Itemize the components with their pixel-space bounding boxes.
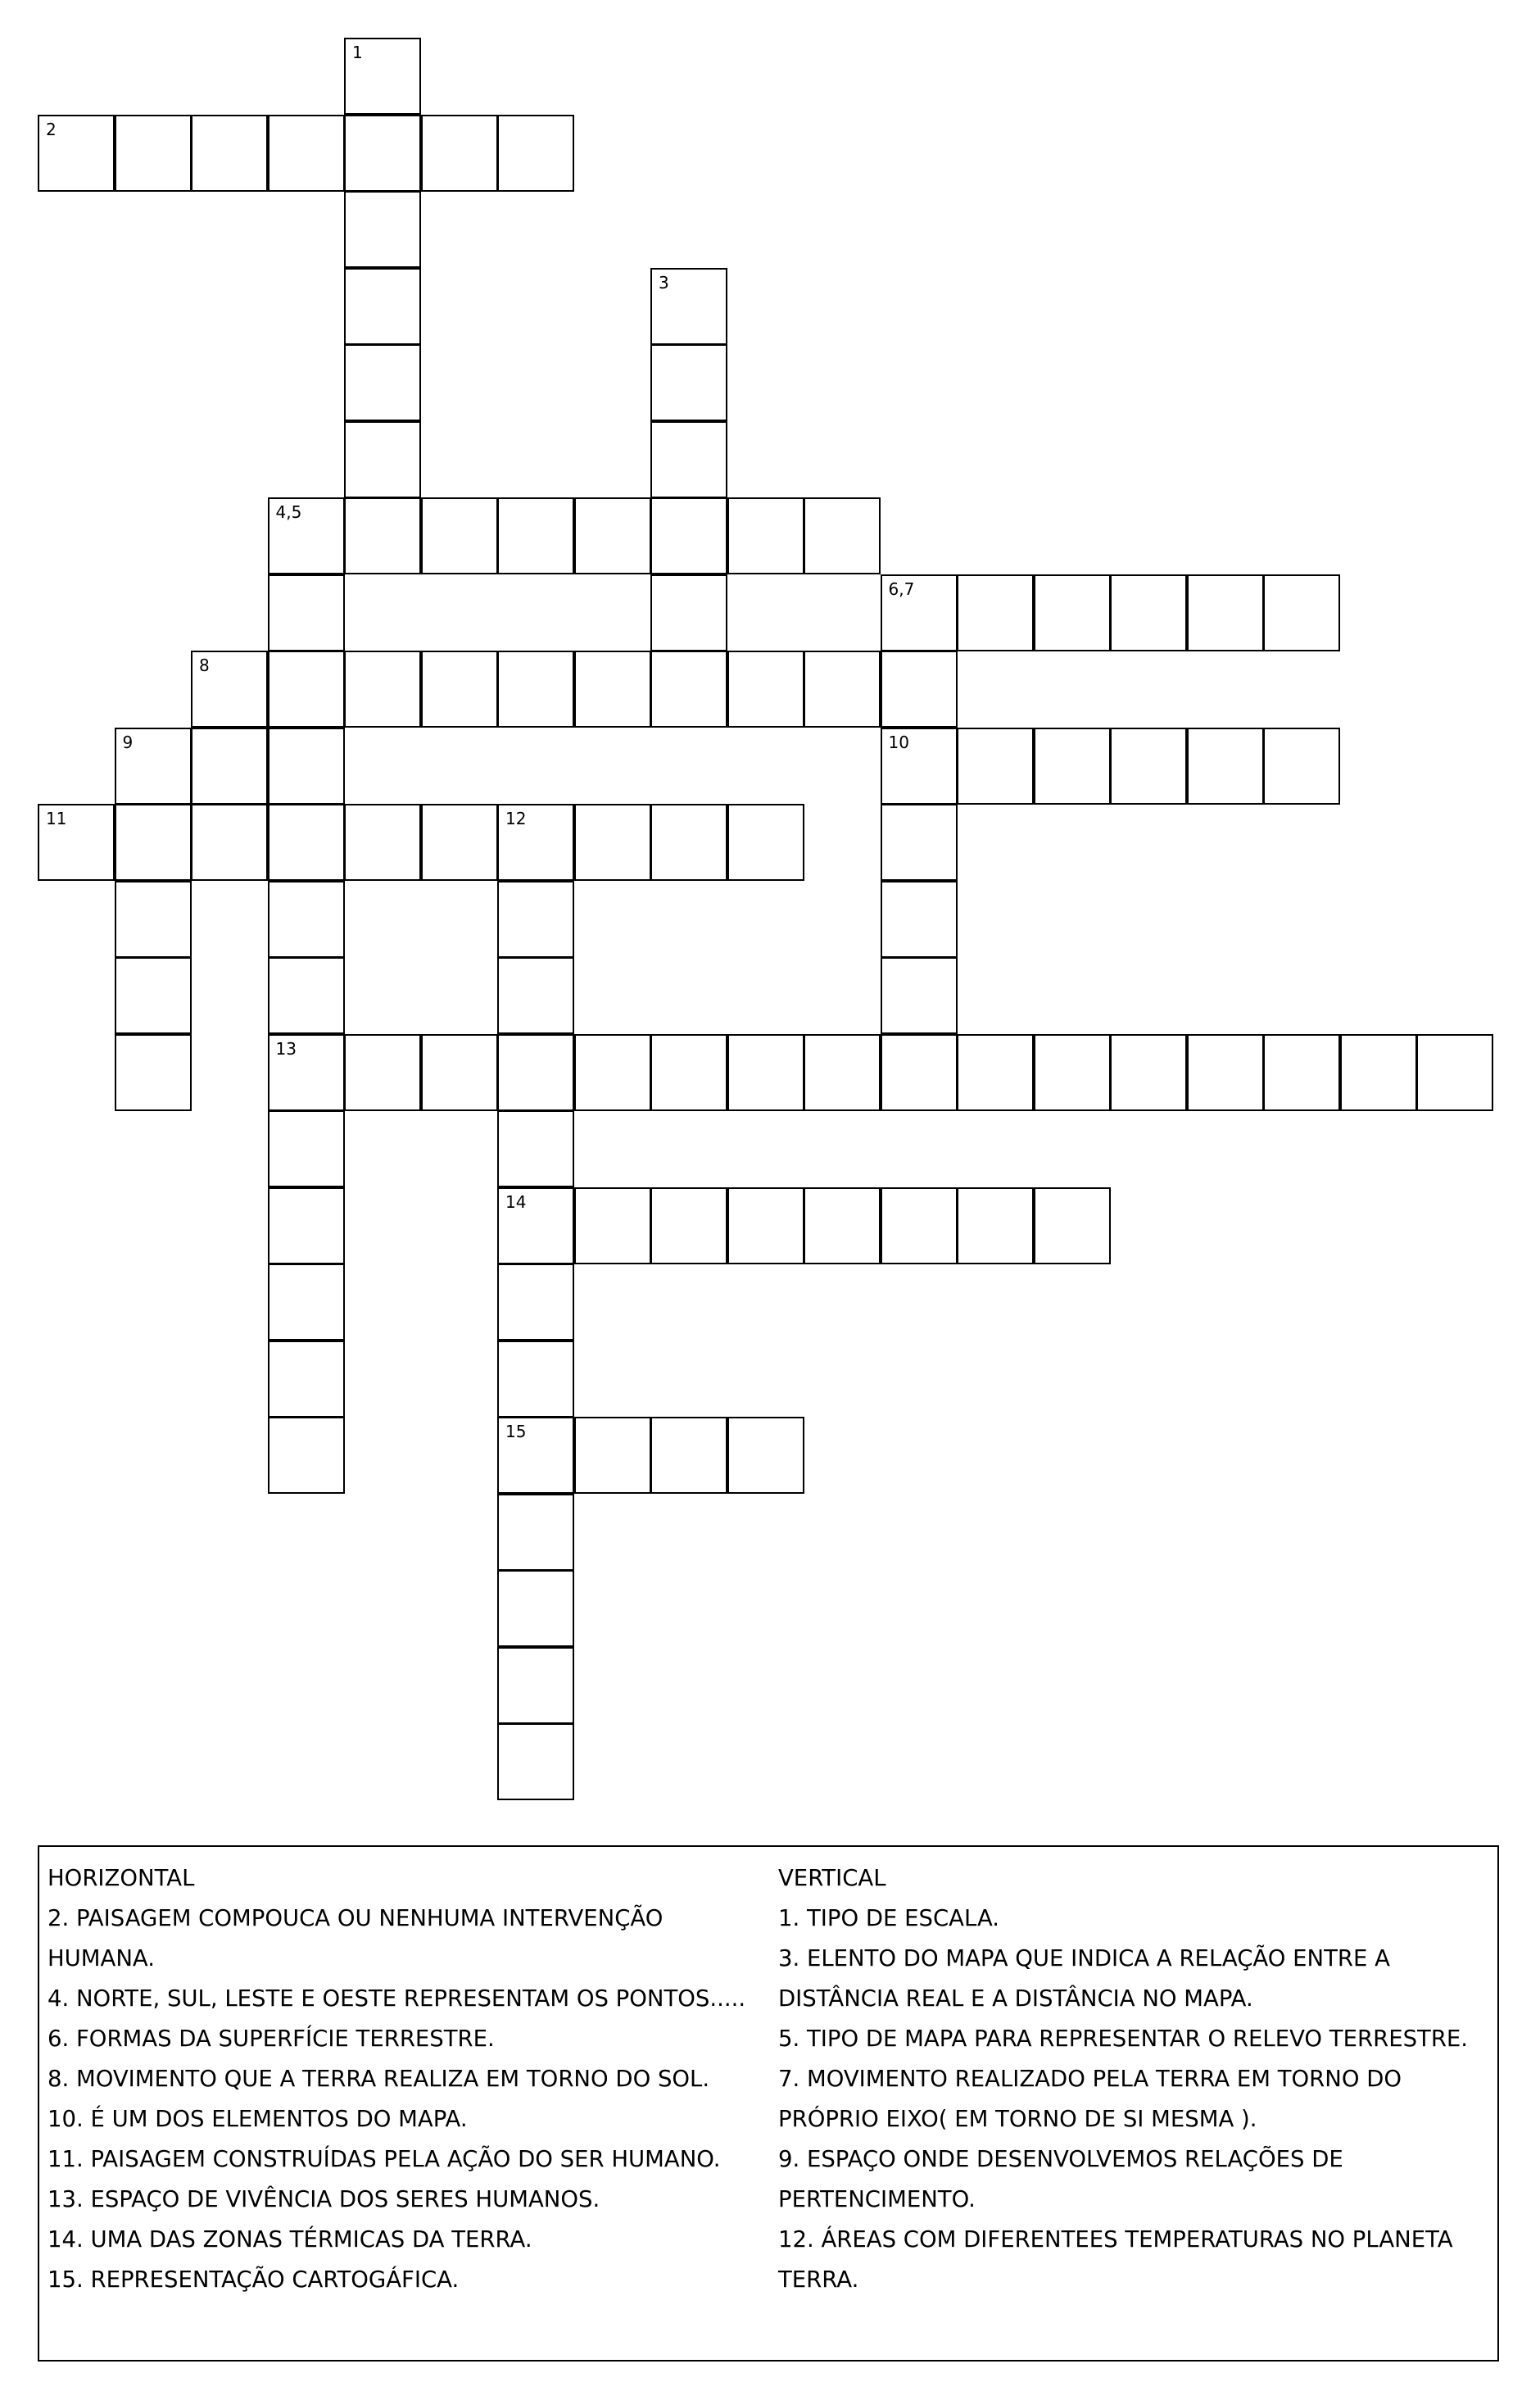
vertical-clue-line: 3. ELENTO DO MAPA QUE INDICA A RELAÇÃO ENTRE A [778, 1945, 1390, 1971]
crossword-cell[interactable] [497, 881, 574, 958]
crossword-cell[interactable] [957, 1187, 1034, 1264]
crossword-cell[interactable] [497, 957, 574, 1034]
crossword-cell[interactable] [727, 651, 804, 728]
crossword-cell[interactable] [344, 191, 421, 268]
crossword-cell[interactable] [268, 1264, 345, 1341]
crossword-cell[interactable] [804, 497, 881, 574]
horizontal-clue-line: 6. FORMAS DA SUPERFÍCIE TERRESTRE. [48, 2026, 495, 2052]
crossword-cell[interactable] [191, 115, 268, 192]
crossword-cell[interactable] [650, 497, 727, 574]
crossword-cell[interactable] [268, 728, 345, 805]
crossword-cell[interactable] [804, 1187, 881, 1264]
vertical-clue-line: 12. ÁREAS COM DIFERENTEES TEMPERATURAS NO PLANETA [778, 2226, 1453, 2253]
crossword-cell[interactable] [191, 804, 268, 881]
crossword-cell[interactable] [1034, 574, 1111, 651]
crossword-cell[interactable] [497, 1647, 574, 1724]
crossword-cell[interactable] [1110, 728, 1187, 805]
crossword-cell[interactable] [650, 1187, 727, 1264]
crossword-cell[interactable] [268, 957, 345, 1034]
crossword-cell[interactable] [650, 804, 727, 881]
clue-number: 8 [199, 656, 210, 675]
vertical-clue-line: 1. TIPO DE ESCALA. [778, 1905, 1000, 1931]
crossword-cell[interactable] [421, 1034, 498, 1111]
crossword-cell[interactable] [650, 421, 727, 498]
vertical-clue-line: TERRA. [778, 2266, 859, 2293]
crossword-cell[interactable] [497, 1417, 574, 1494]
crossword-cell[interactable] [497, 1494, 574, 1571]
crossword-cell[interactable] [727, 1417, 804, 1494]
clue-number: 11 [46, 809, 67, 828]
crossword-cell[interactable] [191, 651, 268, 728]
crossword-cell[interactable] [497, 1187, 574, 1264]
crossword-cell[interactable] [957, 1034, 1034, 1111]
vertical-heading: VERTICAL [778, 1865, 886, 1891]
crossword-cell[interactable] [191, 728, 268, 805]
crossword-cell[interactable] [344, 115, 421, 192]
crossword-cell[interactable] [268, 1417, 345, 1494]
crossword-cell[interactable] [344, 344, 421, 421]
crossword-cell[interactable] [881, 1034, 958, 1111]
crossword-cell[interactable] [497, 115, 574, 192]
clue-number: 15 [505, 1422, 527, 1441]
horizontal-heading: HORIZONTAL [48, 1865, 195, 1891]
crossword-cell[interactable] [1034, 728, 1111, 805]
crossword-cell[interactable] [727, 804, 804, 881]
crossword-cell[interactable] [421, 115, 498, 192]
crossword-cell[interactable] [268, 1034, 345, 1111]
crossword-cell[interactable] [574, 1417, 651, 1494]
crossword-cell[interactable] [1263, 1034, 1340, 1111]
crossword-cell[interactable] [497, 804, 574, 881]
clue-number: 12 [505, 809, 527, 828]
crossword-cell[interactable] [268, 1341, 345, 1418]
crossword-cell[interactable] [115, 957, 192, 1034]
crossword-cell[interactable] [38, 115, 115, 192]
crossword-cell[interactable] [574, 1187, 651, 1264]
crossword-cell[interactable] [344, 1034, 421, 1111]
crossword-cell[interactable] [574, 651, 651, 728]
crossword-cell[interactable] [344, 651, 421, 728]
crossword-cell[interactable] [268, 574, 345, 651]
clue-number: 13 [275, 1038, 297, 1059]
crossword-cell[interactable] [268, 651, 345, 728]
crossword-cell[interactable] [1187, 728, 1264, 805]
crossword-cell[interactable] [497, 1264, 574, 1341]
crossword-cell[interactable] [881, 957, 958, 1034]
crossword-cell[interactable] [344, 268, 421, 345]
horizontal-clues [48, 1858, 768, 2300]
crossword-cell[interactable] [268, 1187, 345, 1264]
crossword-cell[interactable] [881, 728, 958, 805]
vertical-clue-line: 7. MOVIMENTO REALIZADO PELA TERRA EM TORNO DO [778, 2066, 1402, 2092]
crossword-cell[interactable] [1416, 1034, 1493, 1111]
vertical-clue-line: 9. ESPAÇO ONDE DESENVOLVEMOS RELAÇÕES DE [778, 2146, 1343, 2172]
clue-number: 4,5 [275, 502, 302, 522]
crossword-cell[interactable] [1263, 728, 1340, 805]
horizontal-clue-line: HUMANA. [48, 1945, 155, 1971]
crossword-cell[interactable] [574, 497, 651, 574]
crossword-cell[interactable] [881, 1187, 958, 1264]
crossword-cell[interactable] [1034, 1187, 1111, 1264]
crossword-cell[interactable] [881, 574, 958, 651]
crossword-cell[interactable] [497, 1723, 574, 1800]
clues-box [38, 1845, 1499, 2362]
horizontal-clue-line: 15. REPRESENTAÇÃO CARTOGÁFICA. [48, 2266, 460, 2293]
clue-number: 3 [659, 272, 669, 293]
crossword-cell[interactable] [421, 497, 498, 574]
crossword-cell[interactable] [1187, 574, 1264, 651]
crossword-cell[interactable] [497, 1341, 574, 1418]
crossword-cell[interactable] [421, 651, 498, 728]
crossword-cell[interactable] [1110, 1034, 1187, 1111]
horizontal-clue-line: 2. PAISAGEM COMPOUCA OU NENHUMA INTERVENÇÃO [48, 1905, 664, 1931]
crossword-cell[interactable] [727, 1187, 804, 1264]
crossword-cell[interactable] [497, 497, 574, 574]
clue-number: 9 [122, 732, 134, 752]
crossword-cell[interactable] [574, 804, 651, 881]
crossword-cell[interactable] [497, 1110, 574, 1187]
crossword-cell[interactable] [881, 651, 958, 728]
crossword-cell[interactable] [115, 1034, 192, 1111]
crossword-cell[interactable] [115, 728, 192, 805]
crossword-cell[interactable] [268, 497, 345, 574]
crossword-cell[interactable] [650, 651, 727, 728]
vertical-clues [778, 1858, 1491, 2300]
crossword-cell[interactable] [268, 804, 345, 881]
crossword-cell[interactable] [650, 1034, 727, 1111]
crossword-cell[interactable] [115, 881, 192, 958]
crossword-cell[interactable] [1340, 1034, 1417, 1111]
crossword-cell[interactable] [268, 881, 345, 958]
horizontal-clue-line: 11. PAISAGEM CONSTRUÍDAS PELA AÇÃO DO SER HUMANO. [48, 2146, 721, 2172]
crossword-cell[interactable] [344, 421, 421, 498]
crossword-cell[interactable] [574, 1034, 651, 1111]
horizontal-clue-line: 4. NORTE, SUL, LESTE E OESTE REPRESENTAM OS PONTOS..... [48, 1985, 746, 2012]
crossword-cell[interactable] [115, 804, 192, 881]
horizontal-clue-line: 10. É UM DOS ELEMENTOS DO MAPA. [48, 2106, 468, 2132]
crossword-cell[interactable] [1263, 574, 1340, 651]
crossword-cell[interactable] [421, 804, 498, 881]
vertical-clue-line: 5. TIPO DE MAPA PARA REPRESENTAR O RELEVO TERRESTRE. [778, 2026, 1469, 2052]
crossword-cell[interactable] [344, 38, 421, 115]
vertical-clue-line: DISTÂNCIA REAL E A DISTÂNCIA NO MAPA. [778, 1985, 1253, 2012]
clue-number: 6,7 [888, 578, 915, 599]
clue-number: 14 [505, 1191, 527, 1212]
crossword-cell[interactable] [38, 804, 115, 881]
crossword-cell[interactable] [804, 1034, 881, 1111]
crossword-cell[interactable] [957, 574, 1034, 651]
crossword-cell[interactable] [650, 1417, 727, 1494]
clue-number: 2 [46, 119, 57, 139]
crossword-cell[interactable] [881, 804, 958, 881]
horizontal-clue-line: 13. ESPAÇO DE VIVÊNCIA DOS SERES HUMANOS. [48, 2186, 600, 2212]
horizontal-clue-line: 8. MOVIMENTO QUE A TERRA REALIZA EM TORNO DO SOL. [48, 2066, 710, 2092]
crossword-cell[interactable] [344, 804, 421, 881]
crossword-cell[interactable] [650, 268, 727, 345]
crossword-cell[interactable] [497, 1034, 574, 1111]
crossword-cell[interactable] [957, 728, 1034, 805]
clue-number: 10 [888, 732, 909, 752]
crossword-cell[interactable] [344, 497, 421, 574]
crossword-cell[interactable] [1110, 574, 1187, 651]
crossword-cell[interactable] [115, 115, 192, 192]
vertical-clue-line: PERTENCIMENTO. [778, 2186, 976, 2212]
crossword-cell[interactable] [727, 497, 804, 574]
clue-number: 1 [352, 43, 363, 62]
crossword-cell[interactable] [268, 1110, 345, 1187]
crossword-cell[interactable] [497, 651, 574, 728]
crossword-cell[interactable] [650, 574, 727, 651]
crossword-cell[interactable] [727, 1034, 804, 1111]
crossword-cell[interactable] [881, 881, 958, 958]
crossword-cell[interactable] [1187, 1034, 1264, 1111]
crossword-cell[interactable] [497, 1570, 574, 1647]
crossword-cell[interactable] [650, 344, 727, 421]
crossword-cell[interactable] [1034, 1034, 1111, 1111]
horizontal-clue-line: 14. UMA DAS ZONAS TÉRMICAS DA TERRA. [48, 2226, 532, 2253]
crossword-cell[interactable] [804, 651, 881, 728]
crossword-cell[interactable] [268, 115, 345, 192]
vertical-clue-line: PRÓPRIO EIXO( EM TORNO DE SI MESMA ). [778, 2106, 1257, 2132]
